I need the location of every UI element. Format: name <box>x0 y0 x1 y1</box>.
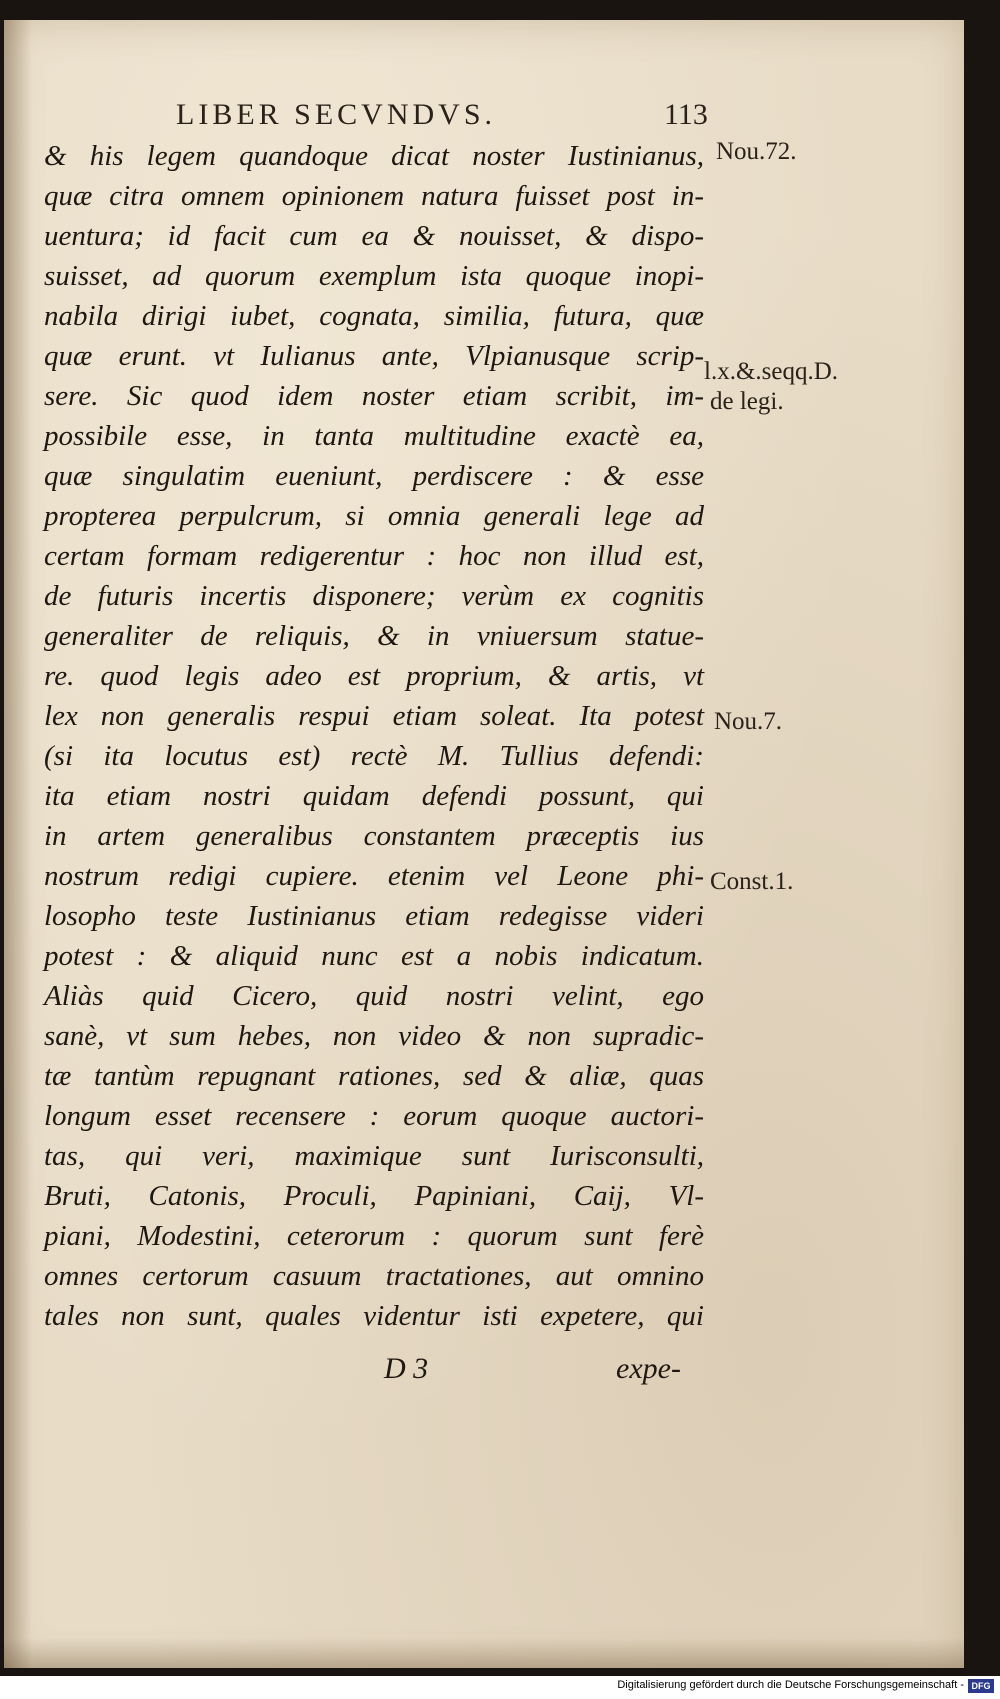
text-line: tales non sunt, quales videntur isti expetere, qui <box>44 1300 704 1332</box>
text-line: quæ erunt. vt Iulianus ante, Vlpianusque scrip- <box>44 340 704 372</box>
text-line: quæ citra omnem opinionem natura fuisset post in- <box>44 180 704 212</box>
text-line: de futuris incertis disponere; verùm ex cognitis <box>44 580 704 612</box>
running-head: LIBER SECVNDVS. <box>176 98 497 131</box>
text-line: & his legem quandoque dicat noster Iustinianus, <box>44 140 704 172</box>
text-line: nostrum redigi cupiere. etenim vel Leone phi- <box>44 860 704 892</box>
text-line: uentura; id facit cum ea & nouisset, & dispo- <box>44 220 704 252</box>
text-line: propterea perpulcrum, si omnia generali lege ad <box>44 500 704 532</box>
text-line: sanè, vt sum hebes, non video & non supradic- <box>44 1020 704 1052</box>
funding-credit: Digitalisierung gefördert durch die Deutsche Forschungsgemeinschaft - <box>617 1679 964 1691</box>
text-line: in artem generalibus constantem præceptis ius <box>44 820 704 852</box>
text-line: suisset, ad quorum exemplum ista quoque inopi- <box>44 260 704 292</box>
signature-mark: D 3 <box>384 1352 429 1385</box>
text-line: tas, qui veri, maximique sunt Iurisconsulti, <box>44 1140 704 1172</box>
text-line: ita etiam nostri quidam defendi possunt, qui <box>44 780 704 812</box>
text-line: sere. Sic quod idem noster etiam scribit, im- <box>44 380 704 412</box>
text-line: possibile esse, in tanta multitudine exactè ea, <box>44 420 704 452</box>
text-line: piani, Modestini, ceterorum : quorum sunt ferè <box>44 1220 704 1252</box>
catchword: expe- <box>616 1352 681 1385</box>
marginal-note-const1: Const.1. <box>710 868 794 895</box>
text-line: omnes certorum casuum tractationes, aut omnino <box>44 1260 704 1292</box>
marginal-note-lx-seqq: l.x.&.seqq.D. <box>704 358 839 385</box>
marginal-note-nou72: Nou.72. <box>716 138 797 165</box>
text-line: quæ singulatim eueniunt, perdiscere : & esse <box>44 460 704 492</box>
text-line: lex non generalis respui etiam soleat. Ita potest <box>44 700 704 732</box>
body-text <box>44 136 704 1336</box>
digitization-footer <box>0 1676 1000 1699</box>
bottom-edge-shadow <box>4 1638 964 1668</box>
text-line: longum esset recensere : eorum quoque auctori- <box>44 1100 704 1132</box>
text-line: (si ita locutus est) rectè M. Tullius defendi: <box>44 740 704 772</box>
text-line: re. quod legis adeo est proprium, & artis, vt <box>44 660 704 692</box>
gutter-shadow <box>4 20 32 1668</box>
book-page <box>4 20 964 1668</box>
text-line: losopho teste Iustinianus etiam redegisse videri <box>44 900 704 932</box>
text-line: nabila dirigi iubet, cognata, similia, futura, quæ <box>44 300 704 332</box>
marginal-note-nou7: Nou.7. <box>714 708 783 735</box>
dfg-logo: DFG <box>968 1679 994 1693</box>
marginal-note-de-legi: de legi. <box>710 388 784 415</box>
text-line: Bruti, Catonis, Proculi, Papiniani, Caij, Vl- <box>44 1180 704 1212</box>
text-line: generaliter de reliquis, & in vniuersum statue- <box>44 620 704 652</box>
text-line: Aliàs quid Cicero, quid nostri velint, ego <box>44 980 704 1012</box>
text-line: tæ tantùm repugnant rationes, sed & aliæ, quas <box>44 1060 704 1092</box>
text-line: potest : & aliquid nunc est a nobis indicatum. <box>44 940 704 972</box>
page-number: 113 <box>664 98 708 131</box>
text-line: certam formam redigerentur : hoc non illud est, <box>44 540 704 572</box>
